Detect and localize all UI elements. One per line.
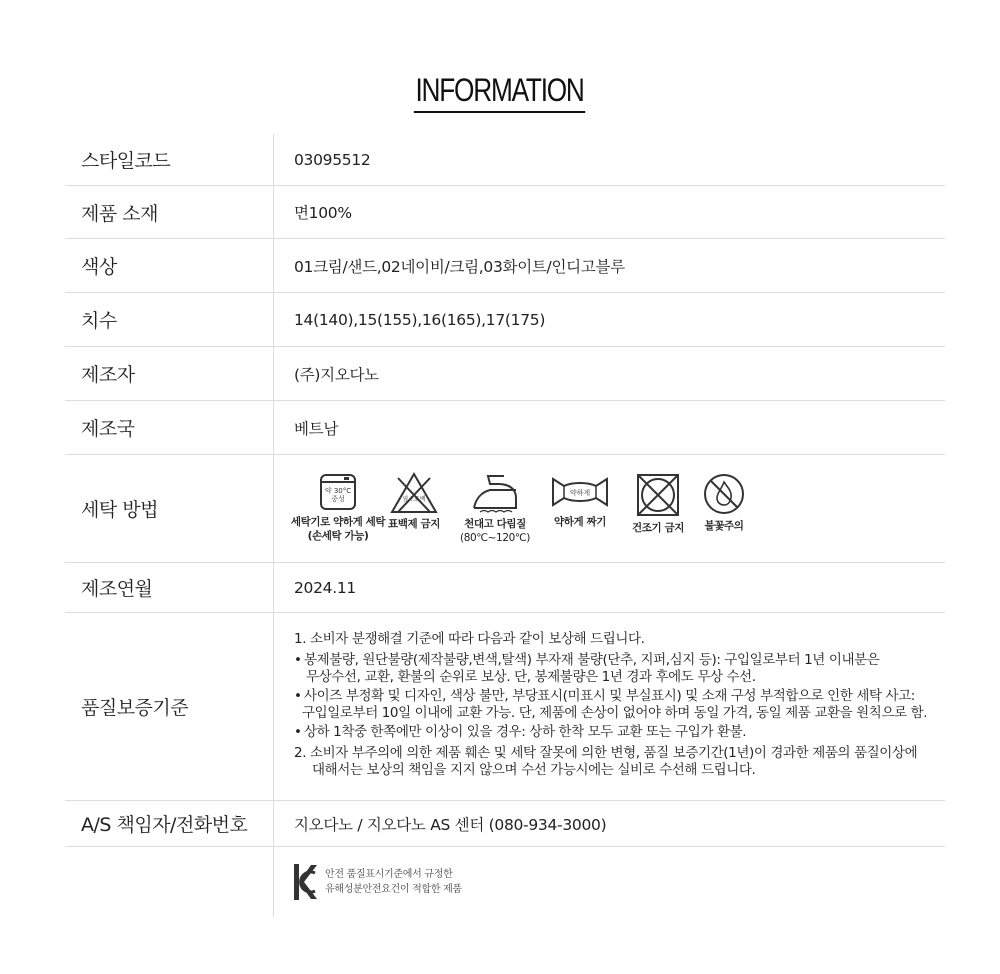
care-hand-wash [288, 472, 388, 543]
page-title [0, 72, 1000, 113]
quality-item-2: 2. 소비자 부주의에 의한 제품 훼손 및 세탁 잘못에 의한 변형, 품질 보증기간(1년)이 경과한 제품의 품질이상에 대해서는 보상의 책임을 지지 않으며 수선 가능시에는 실비로 수선해 드립니다. [294, 744, 918, 778]
no-fire-caption: 불꽃주의 [704, 520, 744, 532]
row-as [65, 801, 945, 847]
info-table [65, 134, 945, 917]
row-date [65, 563, 945, 613]
title-text: INFORMATION [414, 72, 585, 113]
size-label: 치수 [81, 310, 117, 332]
row-quality [65, 613, 945, 801]
gentle-wring-caption: 약하게 짜기 [554, 516, 606, 528]
style-code-value: 03095512 [294, 150, 371, 169]
care-no-bleach [384, 472, 444, 531]
svg-text:중성: 중성 [331, 495, 345, 503]
no-tumble-caption: 건조기 금지 [632, 522, 684, 534]
kc-text: 안전 품질표시기준에서 규정한 유해성분안전요건이 적합한 제품 [325, 869, 462, 895]
iron-icon [470, 472, 520, 514]
iron-caption: 천대고 다림질 (80℃~120℃) [460, 518, 530, 544]
row-color [65, 239, 945, 293]
quality-bullet-2: • 사이즈 부정확 및 디자인, 색상 불만, 부당표시(미표시 및 부실표시) 및 소재 구성 부적합으로 인한 세탁 사고: 구입일로부터 10일 이내에 교환 가능. 단, 제품에 손상이 없어야 하며 동일 가격, 동일 제품 교환을 원칙으로 함. [294, 687, 928, 721]
as-value: 지오다노 / 지오다노 AS 센터 (080-934-3000) [294, 815, 607, 834]
row-size [65, 293, 945, 347]
row-material [65, 186, 945, 239]
hand-wash-caption: 세탁기로 약하게 세탁 (손세탁 가능) [290, 516, 386, 542]
quality-bullet-3: • 상하 1착중 한쪽에만 이상이 있을 경우: 상하 한착 모두 교환 또는 구입가 환불. [294, 723, 747, 740]
svg-text:염소표백: 염소표백 [402, 496, 426, 503]
no-tumble-dry-icon [635, 472, 681, 518]
gentle-wring-icon [550, 472, 610, 512]
kc-mark [273, 863, 462, 901]
maker-label: 제조자 [81, 364, 135, 386]
care-gentle-wring [540, 472, 620, 529]
quality-bullet-1: • 봉제불량, 원단불량(제작불량,변색,탈색) 부자재 불량(단추, 지퍼,심지 등): 구입일로부터 1년 이내분은 무상수선, 교환, 환불의 순위로 보상. 단, 봉제불량은 1년 경과 후에도 무상 수선. [294, 651, 880, 685]
as-label: A/S 책임자/전화번호 [81, 814, 248, 836]
no-bleach-icon [390, 472, 438, 514]
size-value: 14(140),15(155),16(165),17(175) [294, 310, 546, 329]
care-no-fire [694, 472, 754, 533]
date-label: 제조연월 [81, 578, 153, 600]
row-kc [65, 847, 945, 917]
no-fire-icon [702, 472, 746, 516]
row-country [65, 401, 945, 455]
row-washing [65, 455, 945, 563]
kc-logo-icon [293, 863, 319, 901]
style-code-label: 스타일코드 [81, 150, 171, 172]
quality-label: 품질보증기준 [81, 697, 189, 719]
row-maker [65, 347, 945, 401]
row-style-code [65, 134, 945, 186]
svg-text:약하게: 약하게 [569, 489, 591, 497]
date-value: 2024.11 [294, 578, 356, 597]
color-value: 01크림/샌드,02네이비/크림,03화이트/인디고블루 [294, 257, 625, 276]
care-iron [456, 472, 534, 545]
maker-value: (주)지오다노 [294, 365, 379, 384]
material-label: 제품 소재 [81, 202, 158, 225]
quality-item-1: 1. 소비자 분쟁해결 기준에 따라 다음과 같이 보상해 드립니다. [294, 630, 645, 647]
care-no-tumble [626, 472, 690, 535]
no-bleach-caption: 표백제 금지 [388, 518, 440, 530]
country-value: 베트남 [294, 419, 339, 438]
color-label: 색상 [81, 256, 117, 278]
material-value: 면100% [294, 204, 352, 222]
country-label: 제조국 [81, 418, 135, 440]
hand-wash-icon [318, 472, 358, 512]
quality-text [273, 631, 945, 783]
washing-label: 세탁 방법 [81, 499, 158, 521]
care-icons [273, 472, 754, 545]
svg-text:약 30°C: 약 30°C [324, 487, 352, 495]
